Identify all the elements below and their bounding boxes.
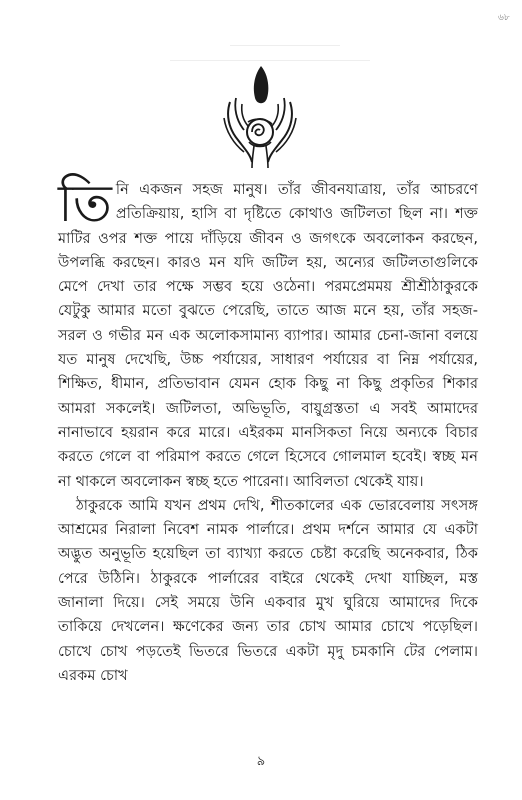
drop-cap: তি [58, 174, 112, 234]
hands-holding-lotus-icon [214, 62, 306, 174]
paragraph-1 [58, 174, 478, 494]
page-number: ৯ [256, 754, 266, 769]
paragraph-2: ঠাকুরকে আমি যখন প্রথম দেখি, শীতকালের এক ভোরবেলায় সৎসঙ্গ আশ্রমের নিরালা নিবেশ নামক পার্লারে। প্রথম দর্শনে আমার যে একটা অদ্ভুত অনুভূতি হয়েছিল তা ব্যাখ্যা করতে চেষ্টা করেছি অনেকবার, ঠিক পেরে উঠিনি। ঠাকুরকে পার্লারের বাইরে থেকেই দেখা যাচ্ছিল, মস্ত জানালা দিয়ে। সেই সময়ে উনি একবার মুখ ঘুরিয়ে আমাদের দিকে তাকিয়ে দেখলেন। ক্ষণেকের জন্য তার চোখ আমার চোখে পড়েছিল। চোখে চোখ পড়তেই ভিতরে ভিতরে একটা মৃদু চমকানি টের পেলাম। এরকম চোখ [58, 496, 478, 684]
paragraph-1-text: নি একজন সহজ মানুষ। তাঁর জীবনযাত্রায়, তাঁর আচরণে প্রতিক্রিয়ায়, হাসি বা দৃষ্টিতে কোথাও জটিলতা ছিল না। শক্ত মাটির ওপর শক্ত পায়ে দাঁড়িয়ে জীবন ও জগৎকে অবলোকন করছেন, উপলব্ধি করছেন। কারও মন যদি জটিল হয়, অন্যের জটিলতাগুলিকে মেপে দেখা তার পক্ষে সম্ভব হয়ে ওঠেনা। পরমপ্রেমময় শ্রীশ্রীঠাকুরকে যেটুকু আমার মতো বুঝতে পেরেছি, তাতে আজ মনে হয়, তাঁর সহজ-সরল ও গভীর মন এক অলোকসামান্য ব্যাপার। আমার চেনা-জানা বলয়ে যত মানুষ দেখেছি, উচ্চ পর্যায়ের, সাধারণ পর্যায়ের বা নিম্ন পর্যায়ের, শিক্ষিত, ধীমান, প্রতিভাবান যেমন হোক কিছু না কিছু প্রকৃতির শিকার আমরা সকলেই। জটিলতা, অভিভূতি, বায়ুগ্রস্ততা এ সবই আমাদের নানাভাবে হয়রান করে মারে। এইরকম মানসিকতা নিয়ে অন্যকে বিচার করতে গেলে বা পরিমাপ করতে গেলে হিসেবে গোলমাল হবেই। স্বচ্ছ মন না থাকলে অবলোকন স্বচ্ছ হতে পারেনা। আবিলতা থেকেই যায়। [58, 181, 478, 490]
corner-mark: ৬৮ [498, 13, 510, 23]
bleed-through-line [230, 45, 340, 46]
bleed-through-line [170, 60, 370, 61]
chapter-body [58, 174, 478, 688]
